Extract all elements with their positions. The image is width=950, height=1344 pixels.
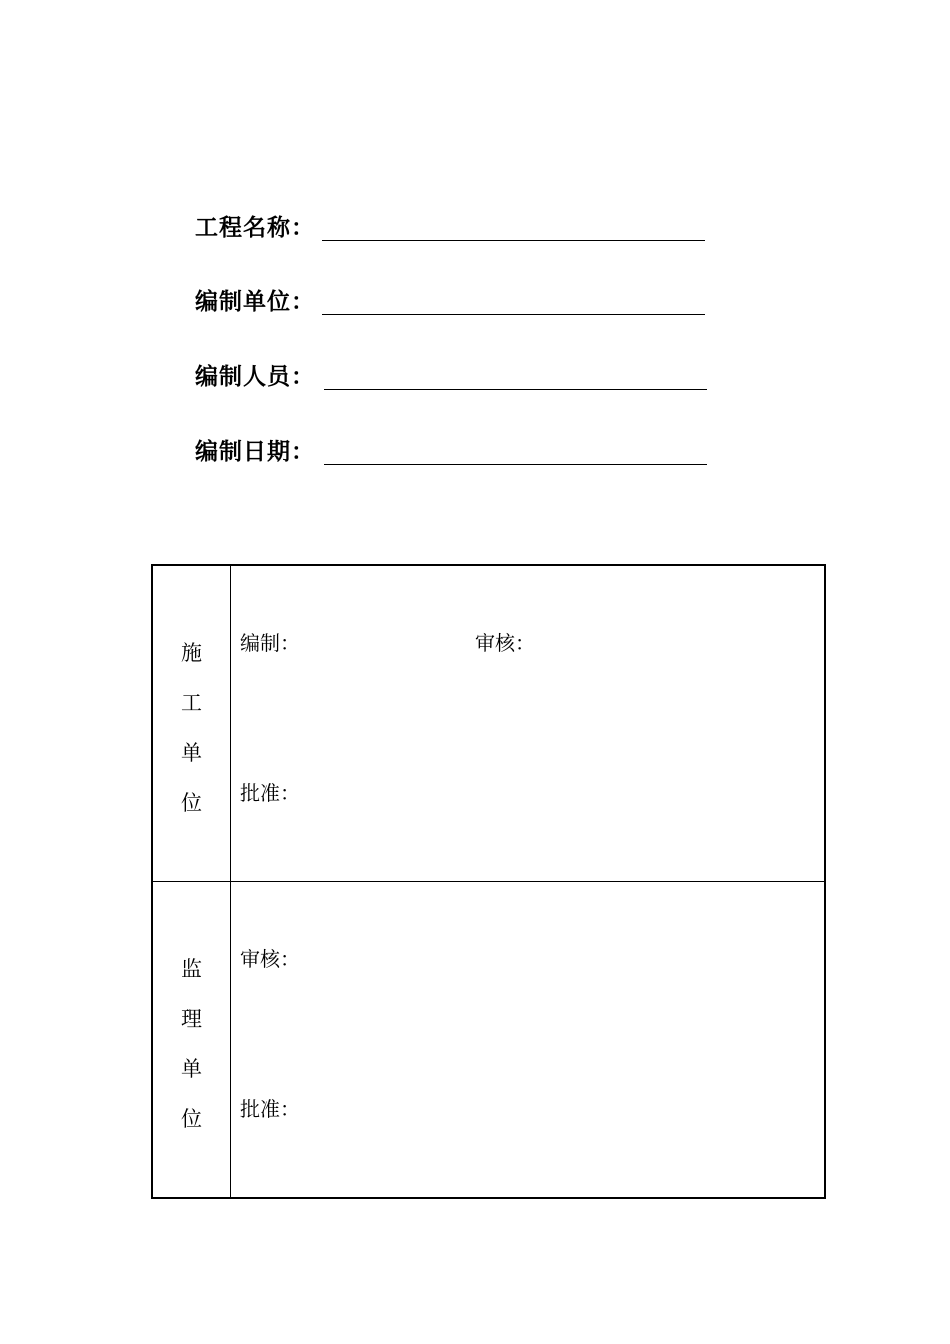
project-name-label: 工程名称： [195, 215, 315, 241]
row-divider [153, 881, 824, 882]
supervision-unit-char: 位 [181, 1107, 202, 1131]
construction-unit-char: 工 [181, 691, 202, 715]
construction-review-label: 审核： [475, 631, 535, 655]
project-name-input-line[interactable] [322, 240, 705, 241]
construction-unit-heading [153, 628, 230, 828]
supervision-unit-char: 单 [181, 1057, 202, 1081]
compiler-label: 编制人员： [195, 364, 315, 390]
construction-approve-label: 批准： [240, 781, 300, 805]
project-name-field [195, 202, 707, 242]
compile-date-field [195, 426, 709, 466]
construction-unit-char: 位 [181, 791, 202, 815]
construction-unit-char: 单 [181, 741, 202, 765]
compiling-unit-input-line[interactable] [322, 314, 705, 315]
compiler-input-line[interactable] [324, 389, 707, 390]
supervision-approve-label: 批准： [240, 1097, 300, 1121]
compiler-field [195, 351, 709, 391]
compiling-unit-field [195, 276, 707, 316]
compile-date-label: 编制日期： [195, 439, 315, 465]
supervision-unit-heading [153, 944, 230, 1144]
supervision-unit-char: 理 [181, 1007, 202, 1031]
compile-date-input-line[interactable] [324, 464, 707, 465]
supervision-unit-char: 监 [181, 957, 202, 981]
approval-table [151, 564, 826, 1199]
compiling-unit-label: 编制单位： [195, 289, 315, 315]
supervision-review-label: 审核： [240, 947, 300, 971]
construction-compile-label: 编制： [240, 631, 300, 655]
construction-unit-char: 施 [181, 641, 202, 665]
